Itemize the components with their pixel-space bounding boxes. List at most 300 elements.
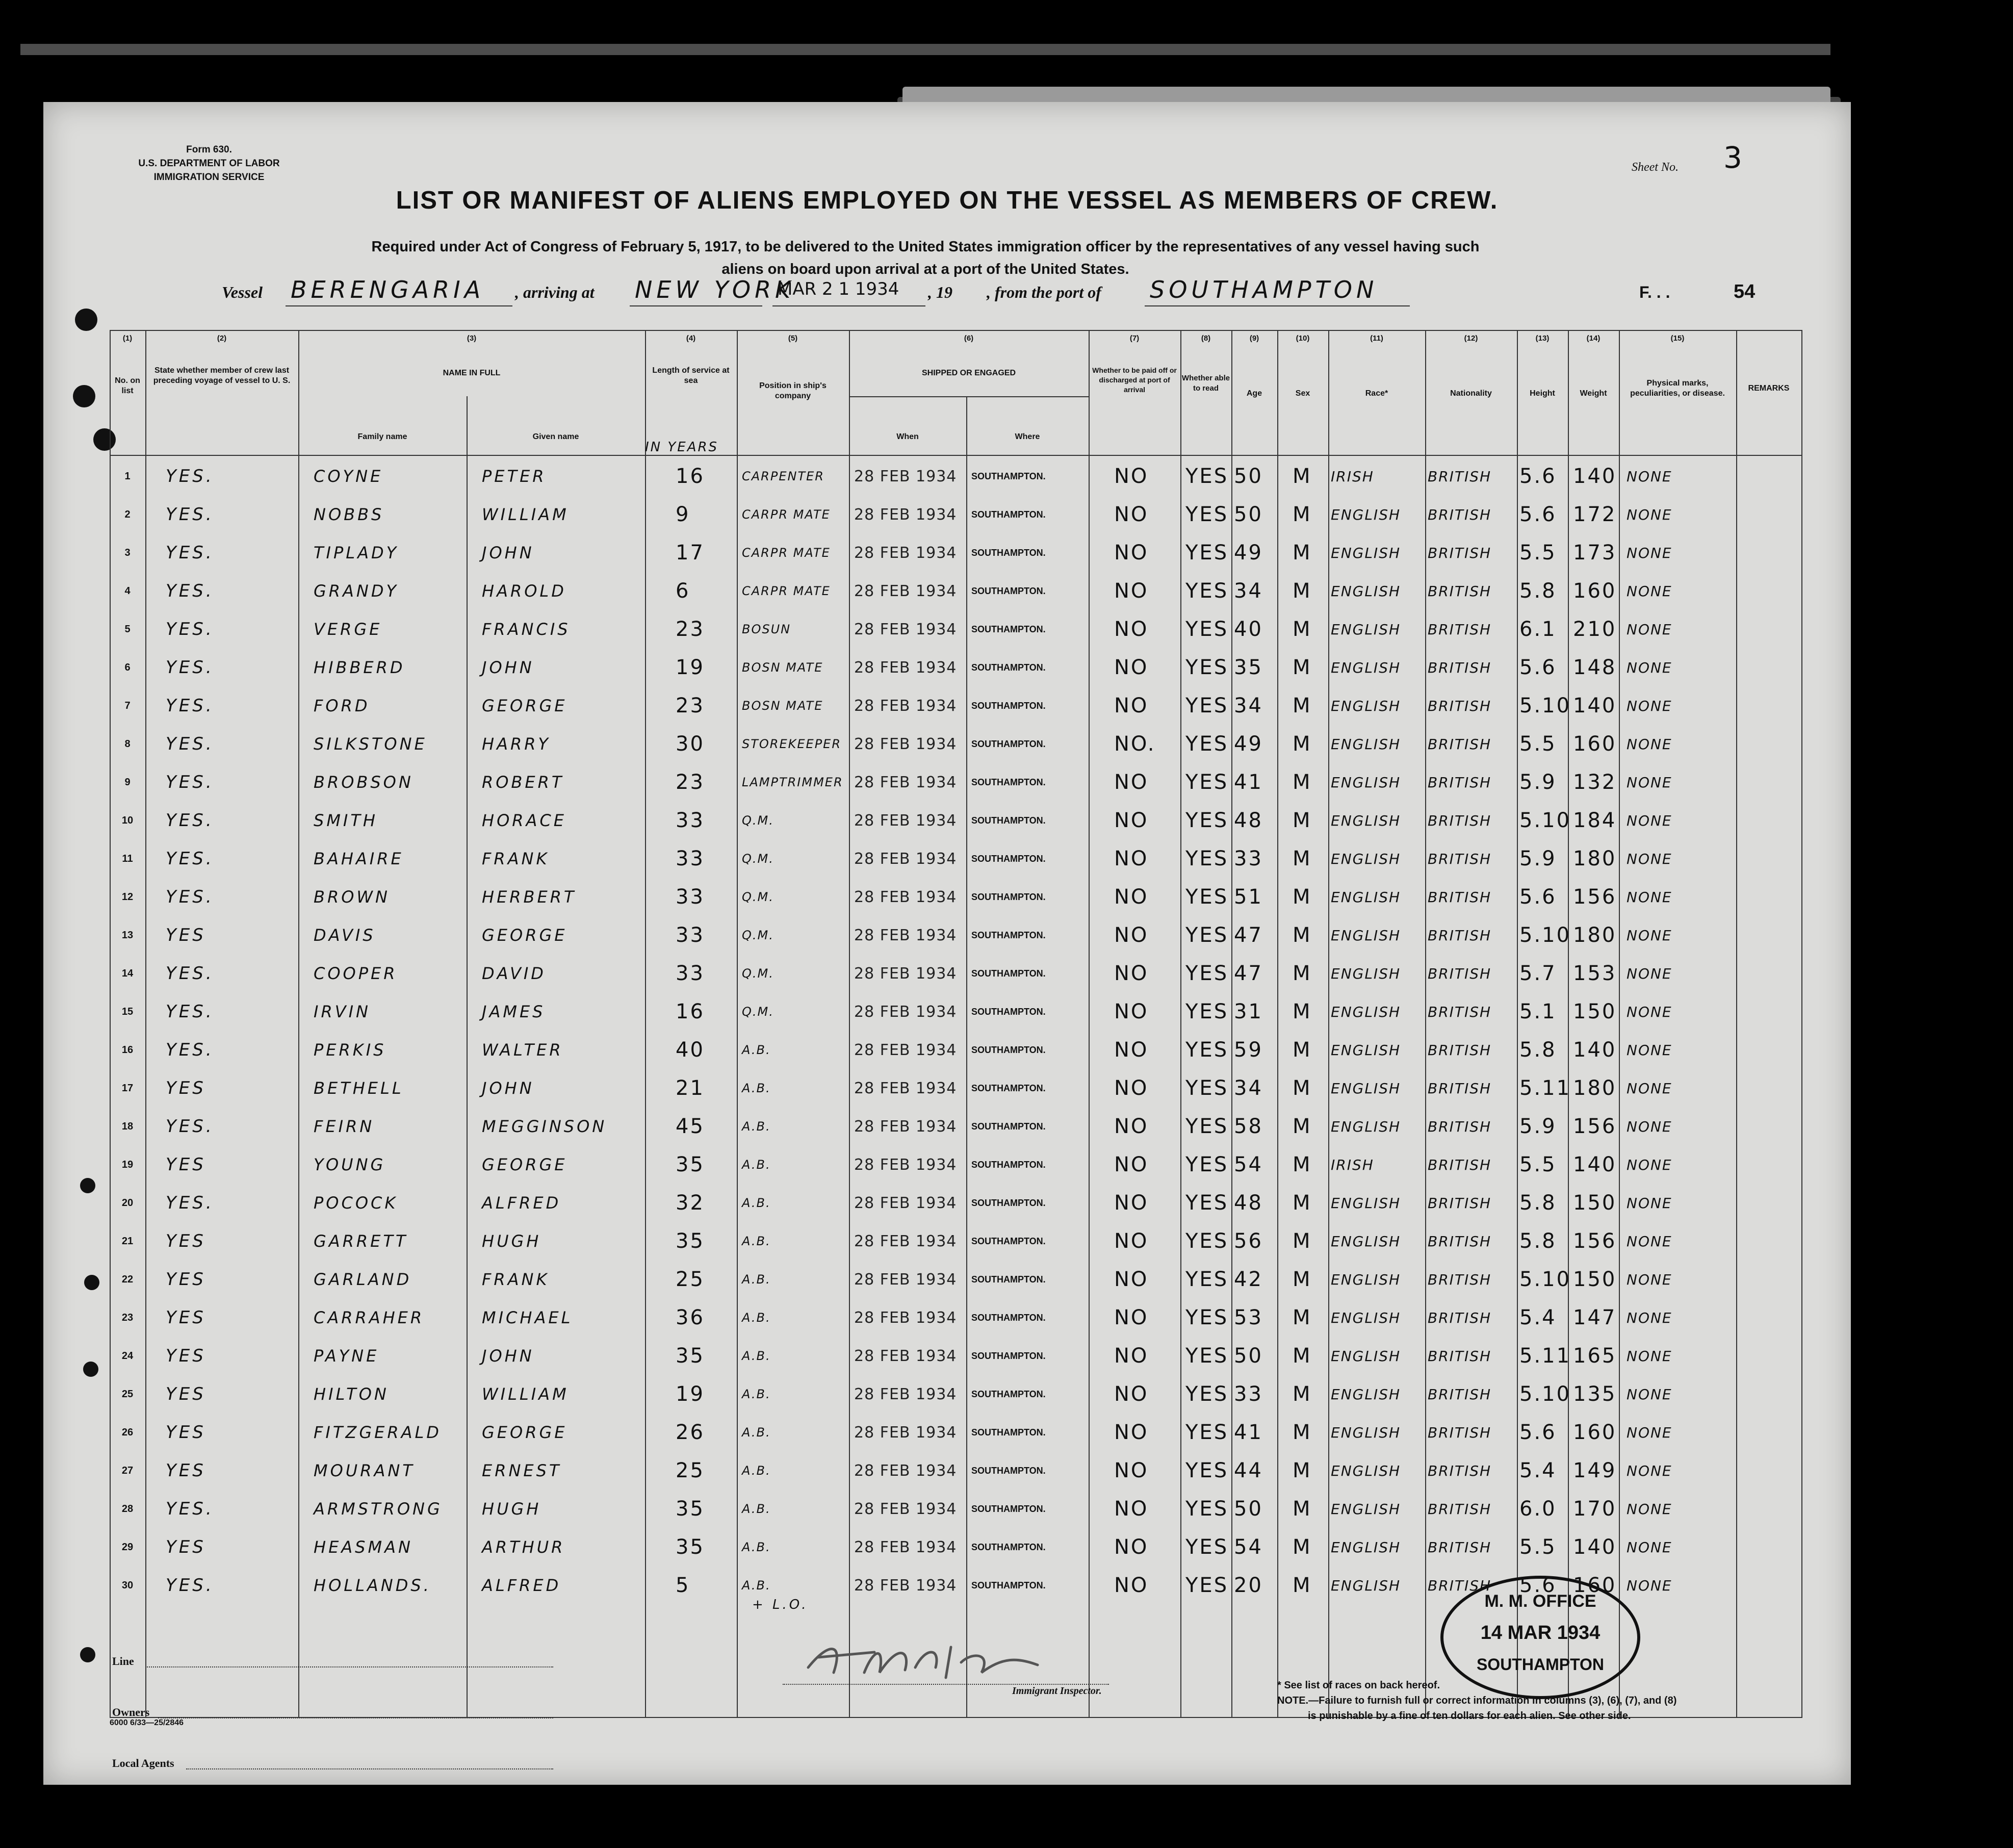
cell-weight: 150 [1573,1191,1617,1215]
cell-read: YES [1185,1153,1229,1176]
cell-read: YES [1185,579,1229,603]
cell-age: 40 [1234,618,1263,641]
column-header-service: Length of service at sea [652,366,730,385]
cell-given: JOHN [482,1079,534,1098]
table-row [110,1146,1802,1184]
cell-read: YES [1185,656,1229,679]
table-row [110,993,1802,1031]
cell-marks: NONE [1627,1348,1672,1365]
cell-nat: BRITISH [1428,1195,1492,1212]
cell-age: 20 [1234,1574,1263,1597]
cell-weight: 140 [1573,1535,1617,1559]
cell-service: 35 [676,1153,705,1176]
stamp-line-3: SOUTHAMPTON [1476,1655,1605,1674]
cell-given: MEGGINSON [482,1117,607,1136]
table-row [110,725,1802,763]
cell-family: YOUNG [314,1155,386,1174]
cell-where: SOUTHAMPTON. [971,968,1046,979]
cell-where: SOUTHAMPTON. [971,815,1046,826]
cell-given: HUGH [482,1499,541,1519]
cell-nat: BRITISH [1428,1271,1492,1288]
cell-no: 29 [121,1542,134,1553]
cell-where: SOUTHAMPTON. [971,739,1046,749]
cell-height: 5.1 [1519,1000,1557,1023]
column-header-sex: Sex [1295,389,1310,398]
column-header-where: Where [1015,432,1040,441]
cell-marks: NONE [1627,851,1672,867]
cell-height: 5.6 [1519,885,1557,909]
cell-when: 28 FEB 1934 [854,1156,957,1174]
cell-service: 16 [676,1000,705,1023]
cell-age: 47 [1234,962,1263,985]
cell-no: 27 [121,1465,134,1476]
table-row [110,1528,1802,1567]
inspector-label: Immigrant Inspector. [1012,1685,1102,1697]
cell-no: 28 [121,1503,134,1515]
cell-sex: M [1293,1115,1312,1138]
races-note: * See list of races on back hereof. [1277,1680,1440,1691]
office-stamp [1440,1576,1640,1699]
cell-service: 30 [676,732,705,756]
cell-weight: 150 [1573,1000,1617,1023]
cell-age: 53 [1234,1306,1263,1329]
cell-given: MICHAEL [482,1308,573,1327]
cell-service: 16 [676,465,705,488]
cell-position: A.B. [742,1311,771,1325]
cell-given: FRANK [482,849,550,868]
cell-paid: NO [1114,1268,1149,1291]
cell-given: HAROLD [482,581,566,601]
cell-where: SOUTHAMPTON. [971,854,1046,864]
cell-nat: BRITISH [1428,1157,1492,1173]
cell-read: YES [1185,1038,1229,1062]
cell-height: 5.5 [1519,1153,1557,1176]
cell-service: 9 [676,503,690,526]
column-header-given-name: Given name [532,432,579,441]
cell-family: BETHELL [314,1079,404,1098]
cell-age: 35 [1234,656,1263,679]
cell-when: 28 FEB 1934 [854,850,957,868]
cell-weight: 156 [1573,885,1617,909]
cell-paid: NO [1114,1115,1149,1138]
cell-height: 5.9 [1519,771,1557,794]
cell-marks: NONE [1627,1080,1672,1097]
stamp-line-2: 14 MAR 1934 [1480,1622,1601,1644]
cell-where: SOUTHAMPTON. [971,1007,1046,1017]
cell-prev: YES. [166,734,214,754]
cell-sex: M [1293,809,1312,832]
cell-service: 35 [676,1229,705,1253]
cell-marks: NONE [1627,889,1672,906]
cell-service: 23 [676,694,705,717]
stamp-line-1: M. M. OFFICE [1484,1592,1596,1611]
cell-marks: NONE [1627,1157,1672,1173]
cell-given: JOHN [482,658,534,677]
penalty-note-1: NOTE.—Failure to furnish full or correct information in columns (3), (6), (7), and (8) [1277,1695,1677,1706]
cell-position: A.B. [742,1349,771,1363]
cell-sex: M [1293,656,1312,679]
cell-nat: BRITISH [1428,774,1492,791]
cell-weight: 210 [1573,618,1617,641]
cell-read: YES [1185,541,1229,564]
cell-when: 28 FEB 1934 [854,1194,957,1212]
table-row [110,1031,1802,1069]
cell-race: ENGLISH [1331,698,1401,714]
cell-paid: NO [1114,923,1149,947]
cell-sex: M [1293,1268,1312,1291]
cell-no: 9 [124,777,131,788]
column-header-remarks: REMARKS [1748,384,1790,393]
inspector-signature [798,1637,1043,1683]
cell-position: A.B. [742,1196,771,1210]
cell-family: MOURANT [314,1461,415,1480]
cell-sex: M [1293,732,1312,756]
cell-family: FORD [314,696,370,715]
cell-marks: NONE [1627,698,1672,714]
cell-where: SOUTHAMPTON. [971,662,1046,673]
cell-paid: NO [1114,1076,1149,1100]
cell-weight: 140 [1573,465,1617,488]
cell-no: 19 [121,1159,134,1170]
local-agents-label: Local Agents [112,1757,174,1769]
cell-position: CARPR MATE [742,584,831,598]
cell-sex: M [1293,1153,1312,1176]
cell-position: A.B. [742,1502,771,1516]
arriving-label: , arriving at [515,283,595,301]
cell-family: BAHAIRE [314,849,404,868]
column-number: (4) [686,334,696,343]
cell-prev: YES. [166,849,214,869]
cell-no: 20 [121,1197,134,1209]
cell-prev: YES. [166,543,214,563]
cell-prev: YES. [166,1193,214,1213]
cell-race: ENGLISH [1331,965,1401,982]
cell-no: 24 [121,1350,134,1362]
cell-age: 49 [1234,541,1263,564]
cell-sex: M [1293,1076,1312,1100]
cell-given: ALFRED [482,1576,561,1595]
cell-height: 5.8 [1519,1229,1557,1253]
cell-position: A.B. [742,1272,771,1287]
cell-family: TIPLADY [314,543,399,562]
cell-where: SOUTHAMPTON. [971,548,1046,558]
cell-sex: M [1293,465,1312,488]
cell-paid: NO [1114,847,1149,870]
cell-weight: 150 [1573,1268,1617,1291]
table-row [110,1108,1802,1146]
cell-weight: 180 [1573,923,1617,947]
cell-family: NOBBS [314,505,384,524]
cell-sex: M [1293,1229,1312,1253]
cell-position: Q.M. [742,813,774,828]
cell-paid: NO [1114,1000,1149,1023]
table-row [110,572,1802,610]
cell-read: YES [1185,885,1229,909]
cell-nat: BRITISH [1428,1004,1492,1020]
cell-height: 5.6 [1519,656,1557,679]
cell-service: 35 [676,1535,705,1559]
cell-service: 21 [676,1076,705,1100]
cell-service: 19 [676,656,705,679]
table-row [110,534,1802,572]
cell-read: YES [1185,1574,1229,1597]
cell-position: LAMPTRIMMER [742,775,843,789]
cell-race: ENGLISH [1331,736,1401,753]
scan-edge [20,44,1830,55]
cell-when: 28 FEB 1934 [854,1385,957,1403]
cell-family: GARRETT [314,1231,408,1251]
cell-given: JAMES [482,1002,546,1021]
cell-height: 5.7 [1519,962,1557,985]
column-header-shipped: SHIPPED OR ENGAGED [921,369,1016,377]
from-label: , from the port of [987,283,1101,301]
cell-age: 33 [1234,847,1263,870]
cell-service: 45 [676,1115,705,1138]
cell-given: ERNEST [482,1461,562,1480]
cell-marks: NONE [1627,583,1672,600]
cell-service: 33 [676,923,705,947]
form-number: Form 630. [186,144,232,155]
cell-read: YES [1185,618,1229,641]
cell-paid: NO [1114,1229,1149,1253]
cell-age: 42 [1234,1268,1263,1291]
cell-where: SOUTHAMPTON. [971,1427,1046,1438]
cell-weight: 160 [1573,732,1617,756]
cell-prev: YES. [166,1116,214,1137]
cell-no: 5 [124,624,131,635]
column-number: (10) [1296,334,1310,343]
cell-no: 1 [124,471,131,482]
page-subtitle [212,236,1639,280]
cell-height: 5.10 [1519,1268,1571,1291]
column-number: (1) [122,334,133,343]
cell-nat: BRITISH [1428,1386,1492,1403]
cell-height: 5.6 [1519,1574,1557,1597]
cell-where: SOUTHAMPTON. [971,586,1046,596]
cell-height: 5.6 [1519,503,1557,526]
cell-age: 49 [1234,732,1263,756]
cell-weight: 148 [1573,656,1617,679]
cell-weight: 170 [1573,1497,1617,1521]
column-header-race: Race* [1365,389,1388,398]
cell-paid: NO [1114,1153,1149,1176]
cell-no: 30 [121,1580,134,1591]
cell-position: STOREKEEPER [742,737,842,751]
cell-service: 32 [676,1191,705,1215]
cell-height: 5.9 [1519,1115,1557,1138]
column-header-no: No. on list [115,376,140,395]
cell-read: YES [1185,1306,1229,1329]
column-number: (11) [1370,334,1383,343]
column-number: (6) [964,334,974,343]
cell-position: CARPENTER [742,469,824,483]
cell-race: ENGLISH [1331,659,1401,676]
cell-family: COYNE [314,467,383,486]
cell-paid: NO [1114,809,1149,832]
cell-height: 5.6 [1519,1421,1557,1444]
cell-weight: 147 [1573,1306,1617,1329]
cell-marks: NONE [1627,736,1672,753]
table-row [110,955,1802,993]
penalty-note-2: is punishable by a fine of ten dollars for each alien. See other side. [1308,1710,1631,1722]
column-header-nationality: Nationality [1450,389,1492,398]
cell-read: YES [1185,465,1229,488]
cell-age: 59 [1234,1038,1263,1062]
cell-position: A.B. [742,1578,771,1593]
punch-hole-icon [73,385,95,407]
cell-age: 50 [1234,465,1263,488]
cell-service: 19 [676,1382,705,1406]
cell-no: 11 [122,853,133,864]
table-row [110,763,1802,802]
cell-sex: M [1293,503,1312,526]
cell-family: IRVIN [314,1002,371,1021]
cell-race: ENGLISH [1331,1310,1401,1326]
cell-paid: NO [1114,1344,1149,1368]
cell-position: Q.M. [742,852,774,866]
cell-family: HOLLANDS. [314,1576,431,1595]
cell-age: 34 [1234,1076,1263,1100]
punch-hole-icon [80,1647,95,1662]
cell-when: 28 FEB 1934 [854,1500,957,1518]
cell-marks: NONE [1627,506,1672,523]
table-row [110,687,1802,725]
cell-nat: BRITISH [1428,812,1492,829]
cell-prev: YES. [166,619,214,639]
vessel-line [222,276,1828,314]
cell-family: GRANDY [314,581,399,601]
cell-given: ROBERT [482,773,564,792]
cell-position: Q.M. [742,890,774,904]
cell-paid: NO [1114,1497,1149,1521]
cell-race: ENGLISH [1331,1271,1401,1288]
cell-where: SOUTHAMPTON. [971,1389,1046,1399]
cell-weight: 160 [1573,1421,1617,1444]
cell-nat: BRITISH [1428,1348,1492,1365]
cell-marks: NONE [1627,1195,1672,1212]
cell-marks: NONE [1627,1042,1672,1059]
cell-given: GEORGE [482,1155,567,1174]
cell-race: ENGLISH [1331,545,1401,561]
sheet-number [1632,140,1742,175]
cell-height: 5.5 [1519,1535,1557,1559]
cell-nat: BRITISH [1428,621,1492,638]
table-row [110,1184,1802,1222]
column-header-prev-voyage: State whether member of crew last preceding voyage of vessel to U. S. [153,366,291,385]
cell-position: A.B. [742,1158,771,1172]
column-header-paid-off: Whether to be paid off or discharged at port of arrival [1092,366,1177,394]
cell-prev: YES [166,1078,206,1098]
cell-marks: NONE [1627,1310,1672,1326]
cell-family: FITZGERALD [314,1423,442,1442]
cell-sex: M [1293,579,1312,603]
cell-race: ENGLISH [1331,1118,1401,1135]
cell-prev: YES [166,1422,206,1443]
cell-no: 16 [121,1044,134,1056]
margin-mark: F. . . [1639,283,1670,301]
cell-given: PETER [482,467,547,486]
table-row [110,1414,1802,1452]
column-number: (8) [1201,334,1211,343]
cell-read: YES [1185,1076,1229,1100]
sheet-number-value: 3 [1723,140,1742,175]
table-row [110,496,1802,534]
cell-read: YES [1185,809,1229,832]
punch-hole-icon [80,1178,95,1193]
cell-age: 50 [1234,1497,1263,1521]
cell-family: VERGE [314,620,382,639]
cell-prev: YES. [166,1002,214,1022]
arrival-port: NEW YORK [635,276,795,303]
cell-read: YES [1185,1191,1229,1215]
cell-sex: M [1293,1421,1312,1444]
cell-when: 28 FEB 1934 [854,1041,957,1059]
cell-family: SMITH [314,811,378,830]
cell-family: HIBBERD [314,658,405,677]
cell-where: SOUTHAMPTON. [971,1542,1046,1552]
manifest-sheet [43,102,1851,1785]
cell-weight: 149 [1573,1459,1617,1482]
cell-age: 34 [1234,579,1263,603]
cell-paid: NO [1114,694,1149,717]
cell-read: YES [1185,1344,1229,1368]
cell-race: ENGLISH [1331,1195,1401,1212]
cell-given: HARRY [482,734,551,754]
cell-given: ALFRED [482,1193,561,1213]
cell-no: 26 [121,1427,134,1438]
cell-family: BROBSON [314,773,414,792]
cell-given: GEORGE [482,1423,567,1442]
column-header-position: Position in ship's company [759,381,827,400]
cell-read: YES [1185,694,1229,717]
cell-height: 5.9 [1519,847,1557,870]
cell-weight: 184 [1573,809,1617,832]
cell-age: 41 [1234,1421,1263,1444]
cell-race: ENGLISH [1331,1539,1401,1556]
cell-no: 4 [124,585,131,597]
page-number: 54 [1734,281,1756,302]
cell-where: SOUTHAMPTON. [971,1504,1046,1514]
cell-given: GEORGE [482,926,567,945]
cell-no: 15 [121,1006,134,1017]
cell-sex: M [1293,1000,1312,1023]
cell-position: BOSN MATE [742,660,823,675]
cell-sex: M [1293,771,1312,794]
cell-prev: YES. [166,772,214,792]
cell-prev: YES. [166,887,214,907]
cell-height: 5.11 [1519,1344,1571,1368]
cell-height: 5.8 [1519,1038,1557,1062]
cell-race: ENGLISH [1331,774,1401,791]
cell-sex: M [1293,885,1312,909]
cell-height: 6.0 [1519,1497,1557,1521]
cell-marks: NONE [1627,812,1672,829]
cell-sex: M [1293,962,1312,985]
cell-sex: M [1293,1459,1312,1482]
column-header-read: Whether able to read [1181,374,1230,393]
cell-prev: YES [166,1154,206,1175]
cell-given: FRANK [482,1270,550,1289]
cell-read: YES [1185,1229,1229,1253]
cell-prev: YES. [166,504,214,525]
cell-race: ENGLISH [1331,621,1401,638]
cell-marks: NONE [1627,1424,1672,1441]
cell-prev: YES [166,1307,206,1328]
page-title: LIST OR MANIFEST OF ALIENS EMPLOYED ON THE VESSEL AS MEMBERS OF CREW. [396,187,1499,214]
cell-given: WILLIAM [482,505,569,524]
punch-hole-icon [84,1275,99,1290]
year-label: , 19 [928,283,952,301]
